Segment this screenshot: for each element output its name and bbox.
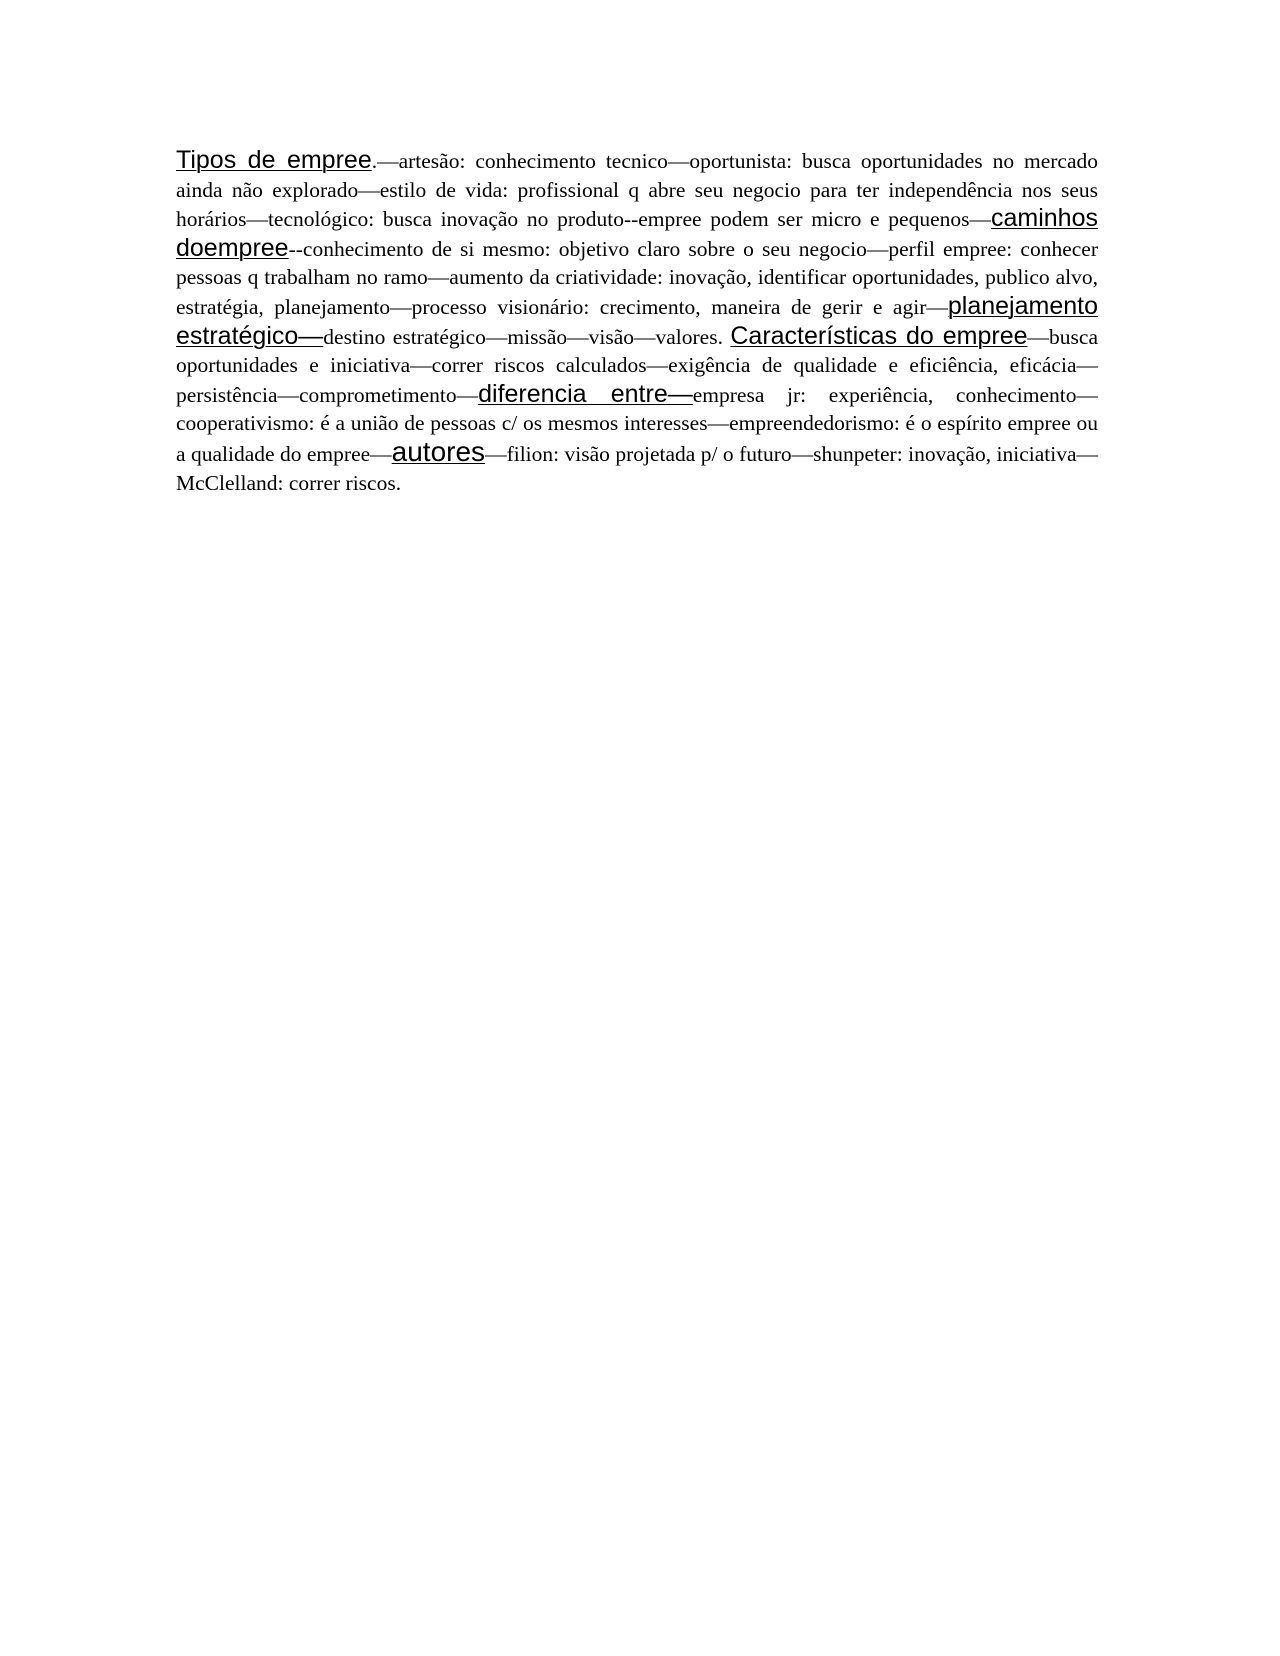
body-text-caracteristicas: —busca oportunidades e iniciativa—correr riscos calculados—exigência de qualidade e eficiência, eficácia—persistência—comprometimento— xyxy=(176,324,1098,407)
document-page xyxy=(176,146,1098,497)
heading-tipos-de-empree: Tipos de empree xyxy=(176,146,372,174)
document-paragraph xyxy=(176,146,1098,497)
heading-autores: autores xyxy=(391,435,486,467)
heading-caminhos-do-empree: caminhos doempree xyxy=(176,204,1098,262)
heading-planejamento-estrategico: planejamento estratégico— xyxy=(176,291,1098,350)
heading-diferencia-entre: diferencia entre— xyxy=(478,379,693,408)
body-text-planejamento: destino estratégico—missão—visão—valores. xyxy=(323,324,731,349)
heading-caracteristicas-do-empree: Características do empree xyxy=(730,321,1028,350)
body-text-diferencia: empresa jr: experiência, conhecimento—cooperativismo: é a união de pessoas c/ os mesmos interesses—empreendedorismo: é o espírito empree ou a qualidade do empree— xyxy=(176,382,1099,466)
body-text-autores: —filion: visão projetada p/ o futuro—shunpeter: inovação, iniciativa—McClelland: correr riscos. xyxy=(176,441,1098,495)
body-text-tipos: .—artesão: conhecimento tecnico—oportunista: busca oportunidades no mercado ainda não explorado—estilo de vida: profissional q abre seu negocio para ter independência nos seus horários—tecnológico: busca inovação no produto--empree podem ser micro e pequenos— xyxy=(176,149,1098,232)
body-text-caminhos: --conhecimento de si mesmo: objetivo claro sobre o seu negocio—perfil empree: conhecer pessoas q trabalham no ramo—aumento da criatividade: inovação, identificar oportunidades, publico alvo, estratégia, planejamento—processo visionário: crecimento, maneira de gerir e agir— xyxy=(176,236,1098,319)
